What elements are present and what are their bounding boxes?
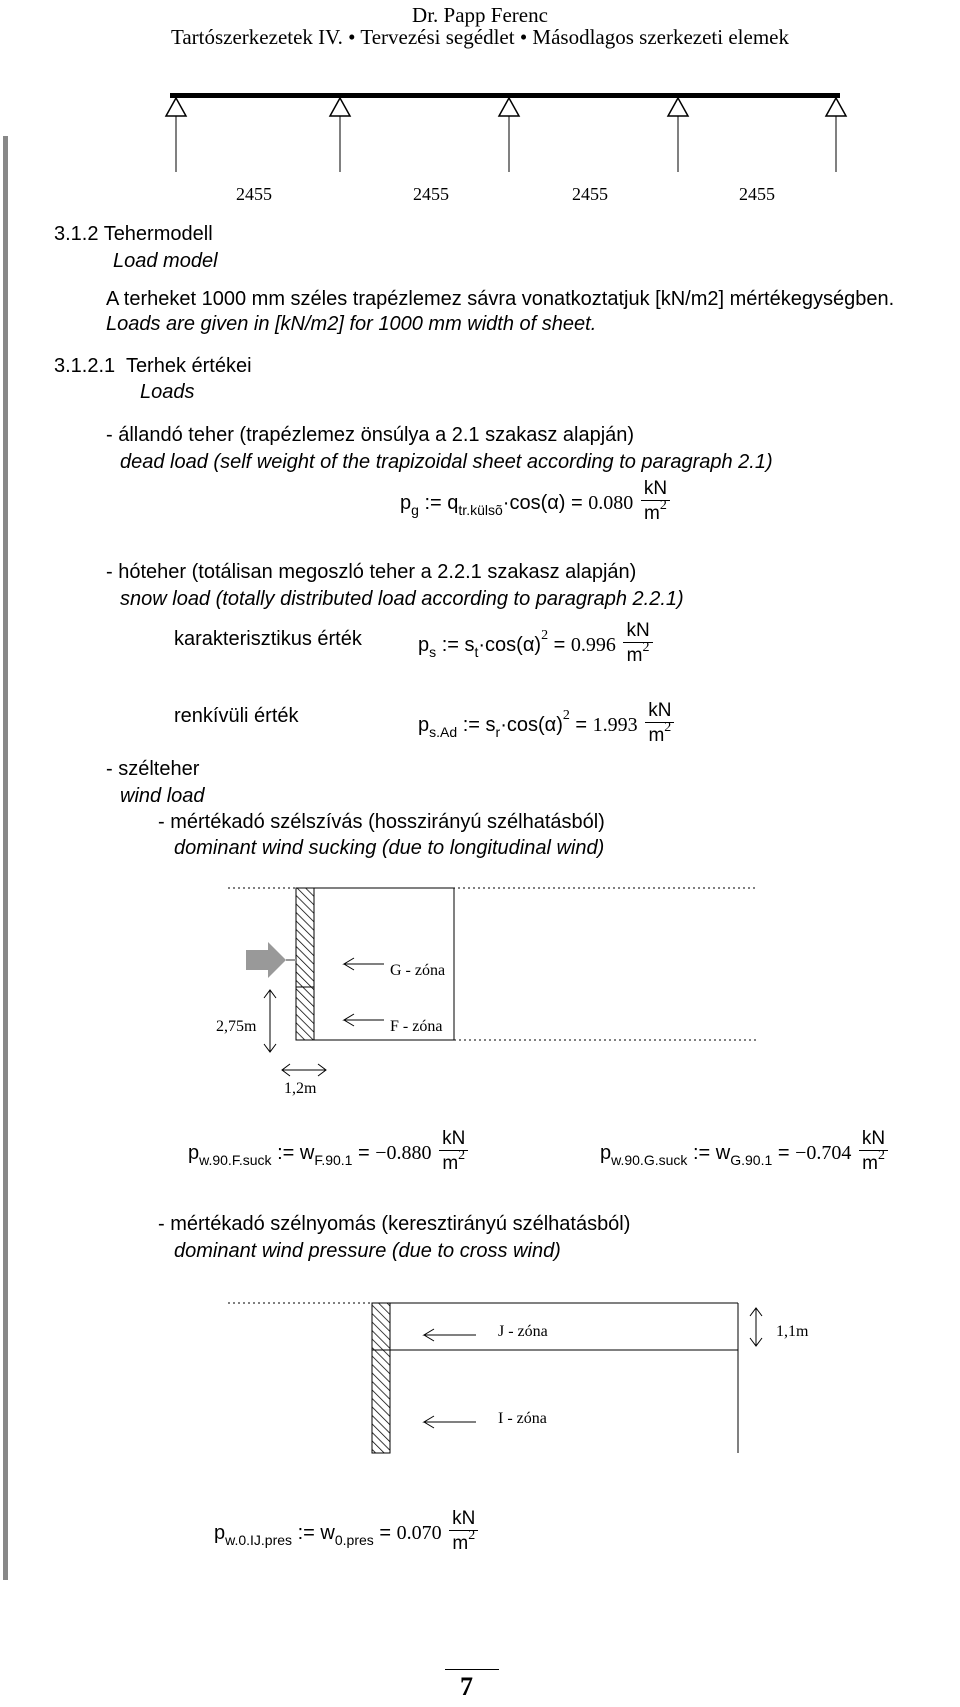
snow-load-en: snow load (totally distributed load according to paragraph 2.2.1) [120, 588, 684, 610]
formula-subscript: tr.külsõ [458, 501, 503, 518]
formula-symbol: q [447, 491, 459, 514]
formula-value: 0.080 [588, 491, 634, 514]
formula-function: ·cos(α) [502, 491, 566, 514]
arrow-left-icon [424, 1416, 476, 1428]
formula-operator: := [692, 1141, 711, 1164]
formula-subscript: s.Ad [429, 723, 458, 740]
unit-denominator [859, 1148, 888, 1179]
formula-operator: := [441, 633, 459, 656]
header-separator: • [519, 25, 528, 49]
header-separator: • [348, 25, 356, 49]
dimension-label: 2,75m [216, 1018, 257, 1035]
unit-numerator: kN [859, 1128, 888, 1151]
dead-load-en: dead load (self weight of the trapizoidal sheet according to paragraph 2.1) [120, 451, 773, 473]
formula-operator: := [424, 491, 442, 514]
snow-acc-label: renkívüli érték [174, 705, 299, 727]
formula-symbol: p [188, 1141, 200, 1164]
formula-operator: = [553, 633, 566, 656]
unit-denominator [645, 720, 674, 751]
unit-fraction [449, 1508, 478, 1559]
span-length: 2455 [413, 184, 449, 204]
formula-value: 0.070 [396, 1521, 442, 1544]
zone-i-label: I - zóna [498, 1410, 547, 1427]
section-title-en: Load model [113, 250, 218, 272]
span-length: 2455 [236, 184, 272, 204]
subsection-heading [54, 355, 252, 378]
formula-symbol: p [418, 633, 430, 656]
formula-operator: = [571, 491, 583, 514]
unit-exponent: 2 [877, 1148, 885, 1163]
formula-subscript: t [474, 643, 479, 660]
wind-ij-formula [214, 1508, 478, 1559]
unit-fraction [641, 478, 670, 529]
unit-base: m [644, 503, 660, 524]
formula-subscript: G.90.1 [730, 1151, 773, 1168]
hatched-strip [372, 1303, 390, 1453]
unit-denominator [439, 1148, 468, 1179]
formula-subscript: s [429, 643, 437, 660]
wind-suction-diagram [0, 880, 960, 1110]
unit-base: m [862, 1153, 878, 1174]
wind-load-en: wind load [120, 785, 205, 807]
snow-acc-formula [418, 700, 674, 751]
formula-operator: := [277, 1141, 295, 1164]
formula-symbol: p [418, 713, 430, 736]
unit-exponent: 2 [458, 1148, 466, 1163]
formula-value: 0.996 [570, 633, 616, 656]
formula-subscript: w.90.G.suck [611, 1151, 688, 1168]
unit-fraction [859, 1128, 888, 1179]
zone-f-label: F - zóna [390, 1018, 443, 1035]
formula-operator: := [462, 713, 480, 736]
section-heading [54, 223, 213, 246]
formula-subscript: w.90.F.suck [199, 1151, 272, 1168]
unit-exponent: 2 [664, 720, 672, 735]
dimension-label: 1,1m [776, 1323, 809, 1340]
support-icon [330, 98, 350, 116]
header-author: Dr. Papp Ferenc [412, 3, 548, 27]
zone-g-label: G - zóna [390, 962, 446, 979]
page-number: 7 [460, 1672, 473, 1701]
wind-f-formula [188, 1128, 468, 1179]
formula-exponent: 2 [541, 627, 549, 643]
support-icon [668, 98, 688, 116]
formula-subscript: g [411, 501, 419, 518]
beam [170, 93, 840, 98]
unit-base: m [442, 1153, 459, 1174]
unit-fraction [623, 620, 652, 671]
span-length: 2455 [739, 184, 775, 204]
unit-exponent: 2 [659, 498, 667, 513]
formula-operator: = [777, 1141, 790, 1164]
unit-numerator: kN [623, 620, 652, 643]
formula-symbol: p [600, 1141, 612, 1164]
unit-numerator: kN [449, 1508, 478, 1531]
formula-function: ·cos(α) [478, 633, 542, 656]
unit-exponent: 2 [642, 640, 650, 655]
support-icon [826, 98, 846, 116]
snow-load-hu: - hóteher (totálisan megoszló teher a 2.2.1 szakasz alapján) [106, 561, 637, 583]
dimension-label: 1,2m [284, 1080, 317, 1097]
formula-subscript: F.90.1 [314, 1151, 353, 1168]
intro-en: Loads are given in [kN/m2] for 1000 mm width of sheet. [106, 313, 597, 335]
subsection-title-en: Loads [140, 381, 195, 403]
section-title: Tehermodell [103, 223, 213, 245]
hatched-strip [296, 888, 314, 1040]
formula-symbol: w [299, 1141, 315, 1164]
unit-numerator: kN [439, 1128, 468, 1151]
unit-denominator [641, 498, 670, 529]
unit-base: m [648, 725, 665, 746]
wind-suck-en: dominant wind sucking (due to longitudinal wind) [174, 837, 605, 859]
beam-diagram [0, 84, 960, 174]
formula-operator: = [379, 1521, 392, 1544]
arrow-left-icon [424, 1329, 476, 1341]
dead-load-hu: - állandó teher (trapézlemez önsúlya a 2.1 szakasz alapján) [106, 424, 635, 446]
subsection-title: Terhek értékei [125, 355, 252, 377]
wind-pressure-diagram [0, 1290, 960, 1460]
formula-symbol: s [485, 713, 496, 736]
formula-value: 1.993 [592, 713, 638, 736]
formula-subscript: w.0.IJ.pres [225, 1531, 293, 1548]
unit-denominator [623, 640, 652, 671]
unit-numerator: kN [645, 700, 674, 723]
header-course: Tartószerkezetek IV. [170, 25, 343, 49]
formula-symbol: w [320, 1521, 335, 1544]
formula-symbol: w [715, 1141, 731, 1164]
formula-subscript: 0.pres [334, 1531, 374, 1548]
formula-subscript: r [495, 723, 501, 740]
snow-char-label: karakterisztikus érték [174, 628, 362, 650]
wind-g-formula [600, 1128, 888, 1179]
arrow-left-icon [344, 1014, 384, 1026]
arrow-left-icon [344, 958, 384, 970]
header-part1: Tervezési segédlet [360, 25, 515, 49]
formula-symbol: p [214, 1521, 226, 1544]
unit-base: m [452, 1533, 469, 1554]
wind-pres-hu: - mértékadó szélnyomás (keresztirányú szélhatásból) [158, 1213, 631, 1235]
formula-function: ·cos(α) [500, 713, 563, 736]
subsection-number: 3.1.2.1 [54, 355, 116, 377]
header-part2: Másodlagos szerkezeti elemek [532, 25, 789, 49]
support-icon [166, 98, 186, 116]
unit-denominator [449, 1528, 478, 1559]
wind-suck-hu: - mértékadó szélszívás (hosszirányú szélhatásból) [158, 811, 605, 833]
span-length: 2455 [572, 184, 608, 204]
wind-direction-icon [246, 942, 286, 978]
formula-symbol: p [400, 491, 412, 514]
footer-rule [445, 1669, 499, 1670]
formula-operator: = [358, 1141, 370, 1164]
formula-operator: := [297, 1521, 315, 1544]
formula-value: −0.704 [795, 1141, 852, 1164]
unit-numerator: kN [641, 478, 670, 501]
support-icon [499, 98, 519, 116]
unit-base: m [626, 645, 643, 666]
section-number: 3.1.2 [54, 223, 99, 245]
unit-exponent: 2 [468, 1528, 476, 1543]
formula-symbol: s [464, 633, 475, 656]
intro-hu: A terheket 1000 mm széles trapézlemez sávra vonatkoztatjuk [kN/m2] mértékegységben. [106, 288, 895, 310]
formula-exponent: 2 [562, 707, 570, 723]
dead-load-formula [400, 478, 670, 529]
snow-char-formula [418, 620, 653, 671]
wind-load-hu: - szélteher [106, 758, 200, 780]
formula-operator: = [575, 713, 588, 736]
formula-value: −0.880 [375, 1141, 432, 1164]
zone-j-label: J - zóna [498, 1323, 548, 1340]
header-title [0, 24, 960, 50]
unit-fraction [439, 1128, 468, 1179]
unit-fraction [645, 700, 674, 751]
wind-pres-en: dominant wind pressure (due to cross wind) [174, 1240, 561, 1262]
